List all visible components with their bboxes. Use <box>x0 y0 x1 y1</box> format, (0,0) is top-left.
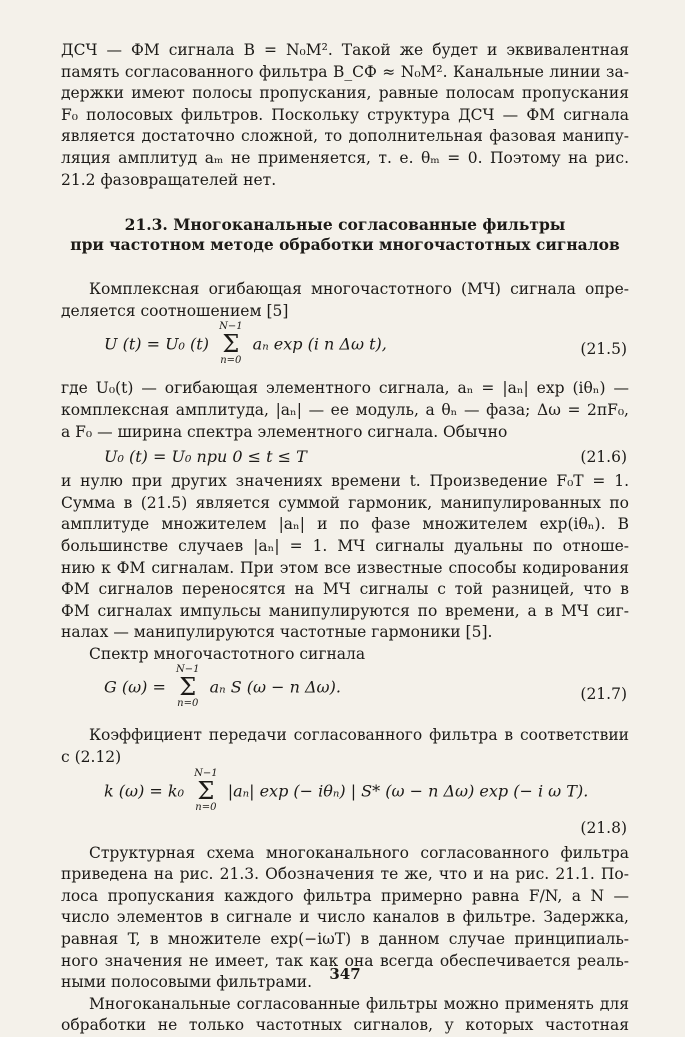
text-line: Комплексная огибающая многочастотного (МЧ) сигнала опре- <box>89 280 629 299</box>
text-line: ФМ сигналах импульсы манипулируются по времени, а в МЧ сиг- <box>61 601 629 620</box>
section-heading: при частотном методе обработки многочастотных сигналов <box>70 235 620 255</box>
text-line: а F₀ — ширина спектра элементного сигнала. Обычно <box>61 422 508 441</box>
text-line: является достаточно сложной, то дополнительная фазовая манипу- <box>61 127 629 146</box>
text-line: лоса пропускания каждого фильтра примерно равна F/N, а N — <box>61 886 629 905</box>
sum-lower-limit: n=0 <box>177 698 199 710</box>
page-body <box>61 40 629 1037</box>
text-line: большинстве случаев |aₙ| = 1. МЧ сигналы дуальны по отноше- <box>61 536 629 555</box>
text-line: ляция амплитуд aₘ не применяется, т. е. θₘ = 0. Поэтому на рис. <box>61 148 629 167</box>
eq-lhs: k (ω) = k₀ <box>104 781 184 801</box>
equation-21-7 <box>61 665 629 725</box>
text-line: ного значения не имеет, так как она всегда обеспечивается реаль- <box>61 951 629 970</box>
text-line: комплексная амплитуда, |aₙ| — ее модуль, а θₙ — фаза; Δω = 2πF₀, <box>61 400 629 419</box>
text-line: нию к ФМ сигналам. При этом все известные способы кодирования <box>61 558 629 577</box>
sum-lower-limit: n=0 <box>220 355 242 367</box>
sum-upper-limit: N−1 <box>194 767 218 779</box>
sum-symbol: N−1 Σ n=0 <box>175 664 200 710</box>
eq-lhs: G (ω) = <box>104 677 166 697</box>
section-heading: 21.3. Многоканальные согласованные фильтры <box>124 215 566 235</box>
sum-symbol: N−1 Σ n=0 <box>194 767 218 813</box>
text-line: налах — манипулируются частотные гармоники [5]. <box>61 623 493 642</box>
paragraph <box>61 644 629 666</box>
text-line: и нулю при других значениях времени t. Произведение F₀T = 1. <box>61 472 629 491</box>
sum-upper-limit: N−1 <box>175 664 200 676</box>
equation-21-5 <box>61 322 629 378</box>
equation-number: (21.7) <box>580 685 627 704</box>
paragraph <box>61 378 629 443</box>
page-number: 347 <box>329 965 361 983</box>
eq-rhs: aₙ S (ω − n Δω). <box>209 677 341 697</box>
equation-number: (21.6) <box>580 448 627 467</box>
eq-rhs: aₙ exp (i n Δω t), <box>252 334 387 354</box>
equation-number: (21.5) <box>580 340 627 359</box>
text-line: ными полосовыми фильтрами. <box>61 973 313 992</box>
paragraph <box>61 279 629 322</box>
text-line: память согласованного фильтра B_СФ ≈ N₀M². Канальные линии за- <box>61 62 629 81</box>
text-line: где U₀(t) — огибающая элементного сигнала, aₙ = |aₙ| exp (iθₙ) — <box>61 379 629 398</box>
sum-upper-limit: N−1 <box>219 321 243 333</box>
text-line: Коэффициент передачи согласованного фильтра в соответствии <box>89 726 629 745</box>
paragraph <box>61 994 629 1037</box>
text-line: 21.2 фазовращателей нет. <box>61 170 277 189</box>
text-line: равная T, в множителе exp(−iωT) в данном случае принципиаль- <box>61 930 629 949</box>
text-line: с (2.12) <box>61 748 122 767</box>
sum-lower-limit: n=0 <box>195 801 217 813</box>
text-line: обработки не только частотных сигналов, у которых частотная <box>61 1016 629 1035</box>
text-line: ДСЧ — ФМ сигнала B = N₀M². Такой же будет и эквивалентная <box>61 41 629 59</box>
text-line: ФМ сигналов переносятся на МЧ сигналы с той разницей, что в <box>61 580 629 599</box>
intro-paragraph <box>61 40 629 191</box>
paragraph <box>61 725 629 768</box>
equation-21-8 <box>61 769 629 843</box>
eq-lhs: U (t) = U₀ (t) <box>104 334 209 354</box>
text-line: амплитуде множителем |aₙ| и по фазе множителем exp(iθₙ). В <box>61 515 629 534</box>
text-line: приведена на рис. 21.3. Обозначения те же, что и на рис. 21.1. По- <box>61 865 629 884</box>
eq-rhs: |aₙ| exp (− iθₙ) | S* (ω − n Δω) exp (− i ω T). <box>227 781 589 801</box>
text-line: F₀ полосовых фильтров. Поскольку структура ДСЧ — ФМ сигнала <box>61 105 629 124</box>
paragraph <box>61 471 629 644</box>
text-line: Структурная схема многоканального согласованного фильтра <box>89 843 629 862</box>
text-line: деляется соотношением [5] <box>61 301 289 320</box>
eq-body: U₀ (t) = U₀ при 0 ≤ t ≤ T <box>104 447 307 467</box>
equation-number: (21.8) <box>580 818 627 837</box>
text-line: Спектр многочастотного сигнала <box>89 644 366 663</box>
text-line: Сумма в (21.5) является суммой гармоник, манипулированных по <box>61 493 629 512</box>
equation-21-6 <box>61 443 629 471</box>
text-line: число элементов в сигнале и число каналов в фильтре. Задержка, <box>61 908 629 927</box>
text-line: Многоканальные согласованные фильтры можно применять для <box>89 994 629 1013</box>
text-line: держки имеют полосы пропускания, равные полосам пропускания <box>61 84 629 103</box>
sum-symbol: N−1 Σ n=0 <box>219 321 243 367</box>
